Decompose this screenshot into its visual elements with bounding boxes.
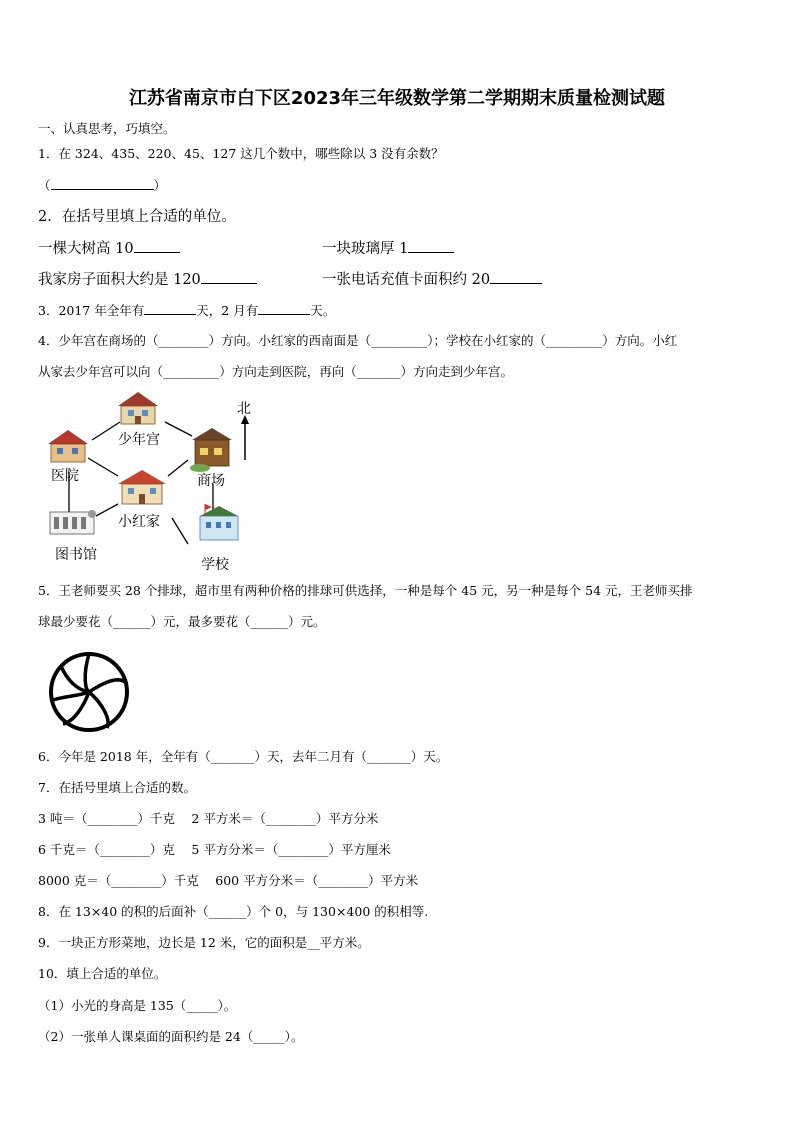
school-label: 学校 xyxy=(201,557,229,573)
question-4-line1: 4．少年宫在商场的（________）方向。小红家的西南面是（_________）；学校在小红家的（_________）方向。小红 xyxy=(38,333,678,348)
question-2-item xyxy=(322,271,542,289)
hospital-label: 医院 xyxy=(51,468,79,484)
question-8: 8．在 13×40 的积的后面补（______）个 0，与 130×400 的积相等. xyxy=(38,904,429,919)
question-7-row: 3 吨＝（________）千克 2 平方米＝（________）平方分米 xyxy=(38,811,379,826)
home-icon xyxy=(118,470,166,504)
section-heading: 一、认真思考，巧填空。 xyxy=(38,121,176,136)
item-text: 一块玻璃厚 1 xyxy=(322,241,409,257)
path-home-school xyxy=(172,518,188,544)
question-1-answer xyxy=(38,177,166,194)
path-hospital-home xyxy=(88,458,118,476)
answer-close-paren: ） xyxy=(153,178,167,193)
question-2-item xyxy=(38,240,180,258)
unit-blank[interactable] xyxy=(201,271,257,284)
q3-part: 3．2017 年全年有 xyxy=(38,303,145,318)
answer-blank[interactable] xyxy=(258,302,310,315)
question-10-sub: （1）小光的身高是 135（_____）。 xyxy=(38,998,237,1013)
path-youth-mall xyxy=(165,422,192,436)
question-2-item xyxy=(322,240,454,258)
question-6: 6．今年是 2018 年，全年有（_______）天，去年二月有（_______）天。 xyxy=(38,749,449,764)
volleyball-icon xyxy=(47,650,131,734)
library-icon xyxy=(50,510,96,534)
youth-palace-label: 少年宫 xyxy=(118,432,160,448)
path-hospital-youth xyxy=(92,422,120,440)
question-10-heading: 10．填上合适的单位。 xyxy=(38,966,167,981)
mall-icon xyxy=(190,428,232,472)
item-text: 一张电话充值卡面积约 20 xyxy=(322,272,491,288)
answer-blank[interactable] xyxy=(144,302,196,315)
q3-part: 天，2 月有 xyxy=(196,303,259,318)
question-3 xyxy=(38,302,335,319)
school-icon xyxy=(200,504,238,540)
page-title: 江苏省南京市白下区2023年三年级数学第二学期期末质量检测试题 xyxy=(128,88,666,109)
question-5-line1: 5．王老师要买 28 个排球，超市里有两种价格的排球可供选择，一种是每个 45 元，另一种是每个 54 元，王老师买排 xyxy=(38,583,693,598)
home-label: 小红家 xyxy=(118,514,160,530)
path-home-library xyxy=(96,504,118,516)
hospital-icon xyxy=(48,430,88,462)
question-7-heading: 7．在括号里填上合适的数。 xyxy=(38,780,196,795)
youth-palace-icon xyxy=(118,392,158,424)
answer-open-paren: （ xyxy=(38,178,51,193)
question-2-item xyxy=(38,271,257,289)
mall-label: 商场 xyxy=(197,473,225,489)
unit-blank[interactable] xyxy=(408,240,454,253)
north-arrow-icon xyxy=(241,415,249,460)
unit-blank[interactable] xyxy=(490,271,542,284)
question-2-heading: 2．在括号里填上合适的单位。 xyxy=(38,209,236,225)
question-7-row: 6 千克＝（________）克 5 平方分米＝（________）平方厘米 xyxy=(38,842,391,857)
path-home-mall xyxy=(168,460,188,476)
answer-blank[interactable] xyxy=(51,177,154,190)
item-text: 我家房子面积大约是 120 xyxy=(38,272,201,288)
library-label: 图书馆 xyxy=(55,547,97,563)
unit-blank[interactable] xyxy=(134,240,180,253)
question-5-line2: 球最少要花（______）元，最多要花（______）元。 xyxy=(38,614,326,629)
question-9: 9．一块正方形菜地，边长是 12 米，它的面积是__平方米。 xyxy=(38,935,370,950)
question-7-row: 8000 克＝（________）千克 600 平方分米＝（________）平方米 xyxy=(38,873,419,888)
item-text: 一棵大树高 10 xyxy=(38,241,134,257)
north-label: 北 xyxy=(237,401,251,417)
q3-part: 天。 xyxy=(310,303,336,318)
question-4-line2: 从家去少年宫可以向（_________）方向走到医院，再向（_______）方向走到少年宫。 xyxy=(38,364,514,379)
question-10-sub: （2）一张单人课桌面的面积约是 24（_____）。 xyxy=(38,1029,304,1044)
question-1-text: 1．在 324、435、220、45、127 这几个数中，哪些除以 3 没有余数？ xyxy=(38,146,444,161)
